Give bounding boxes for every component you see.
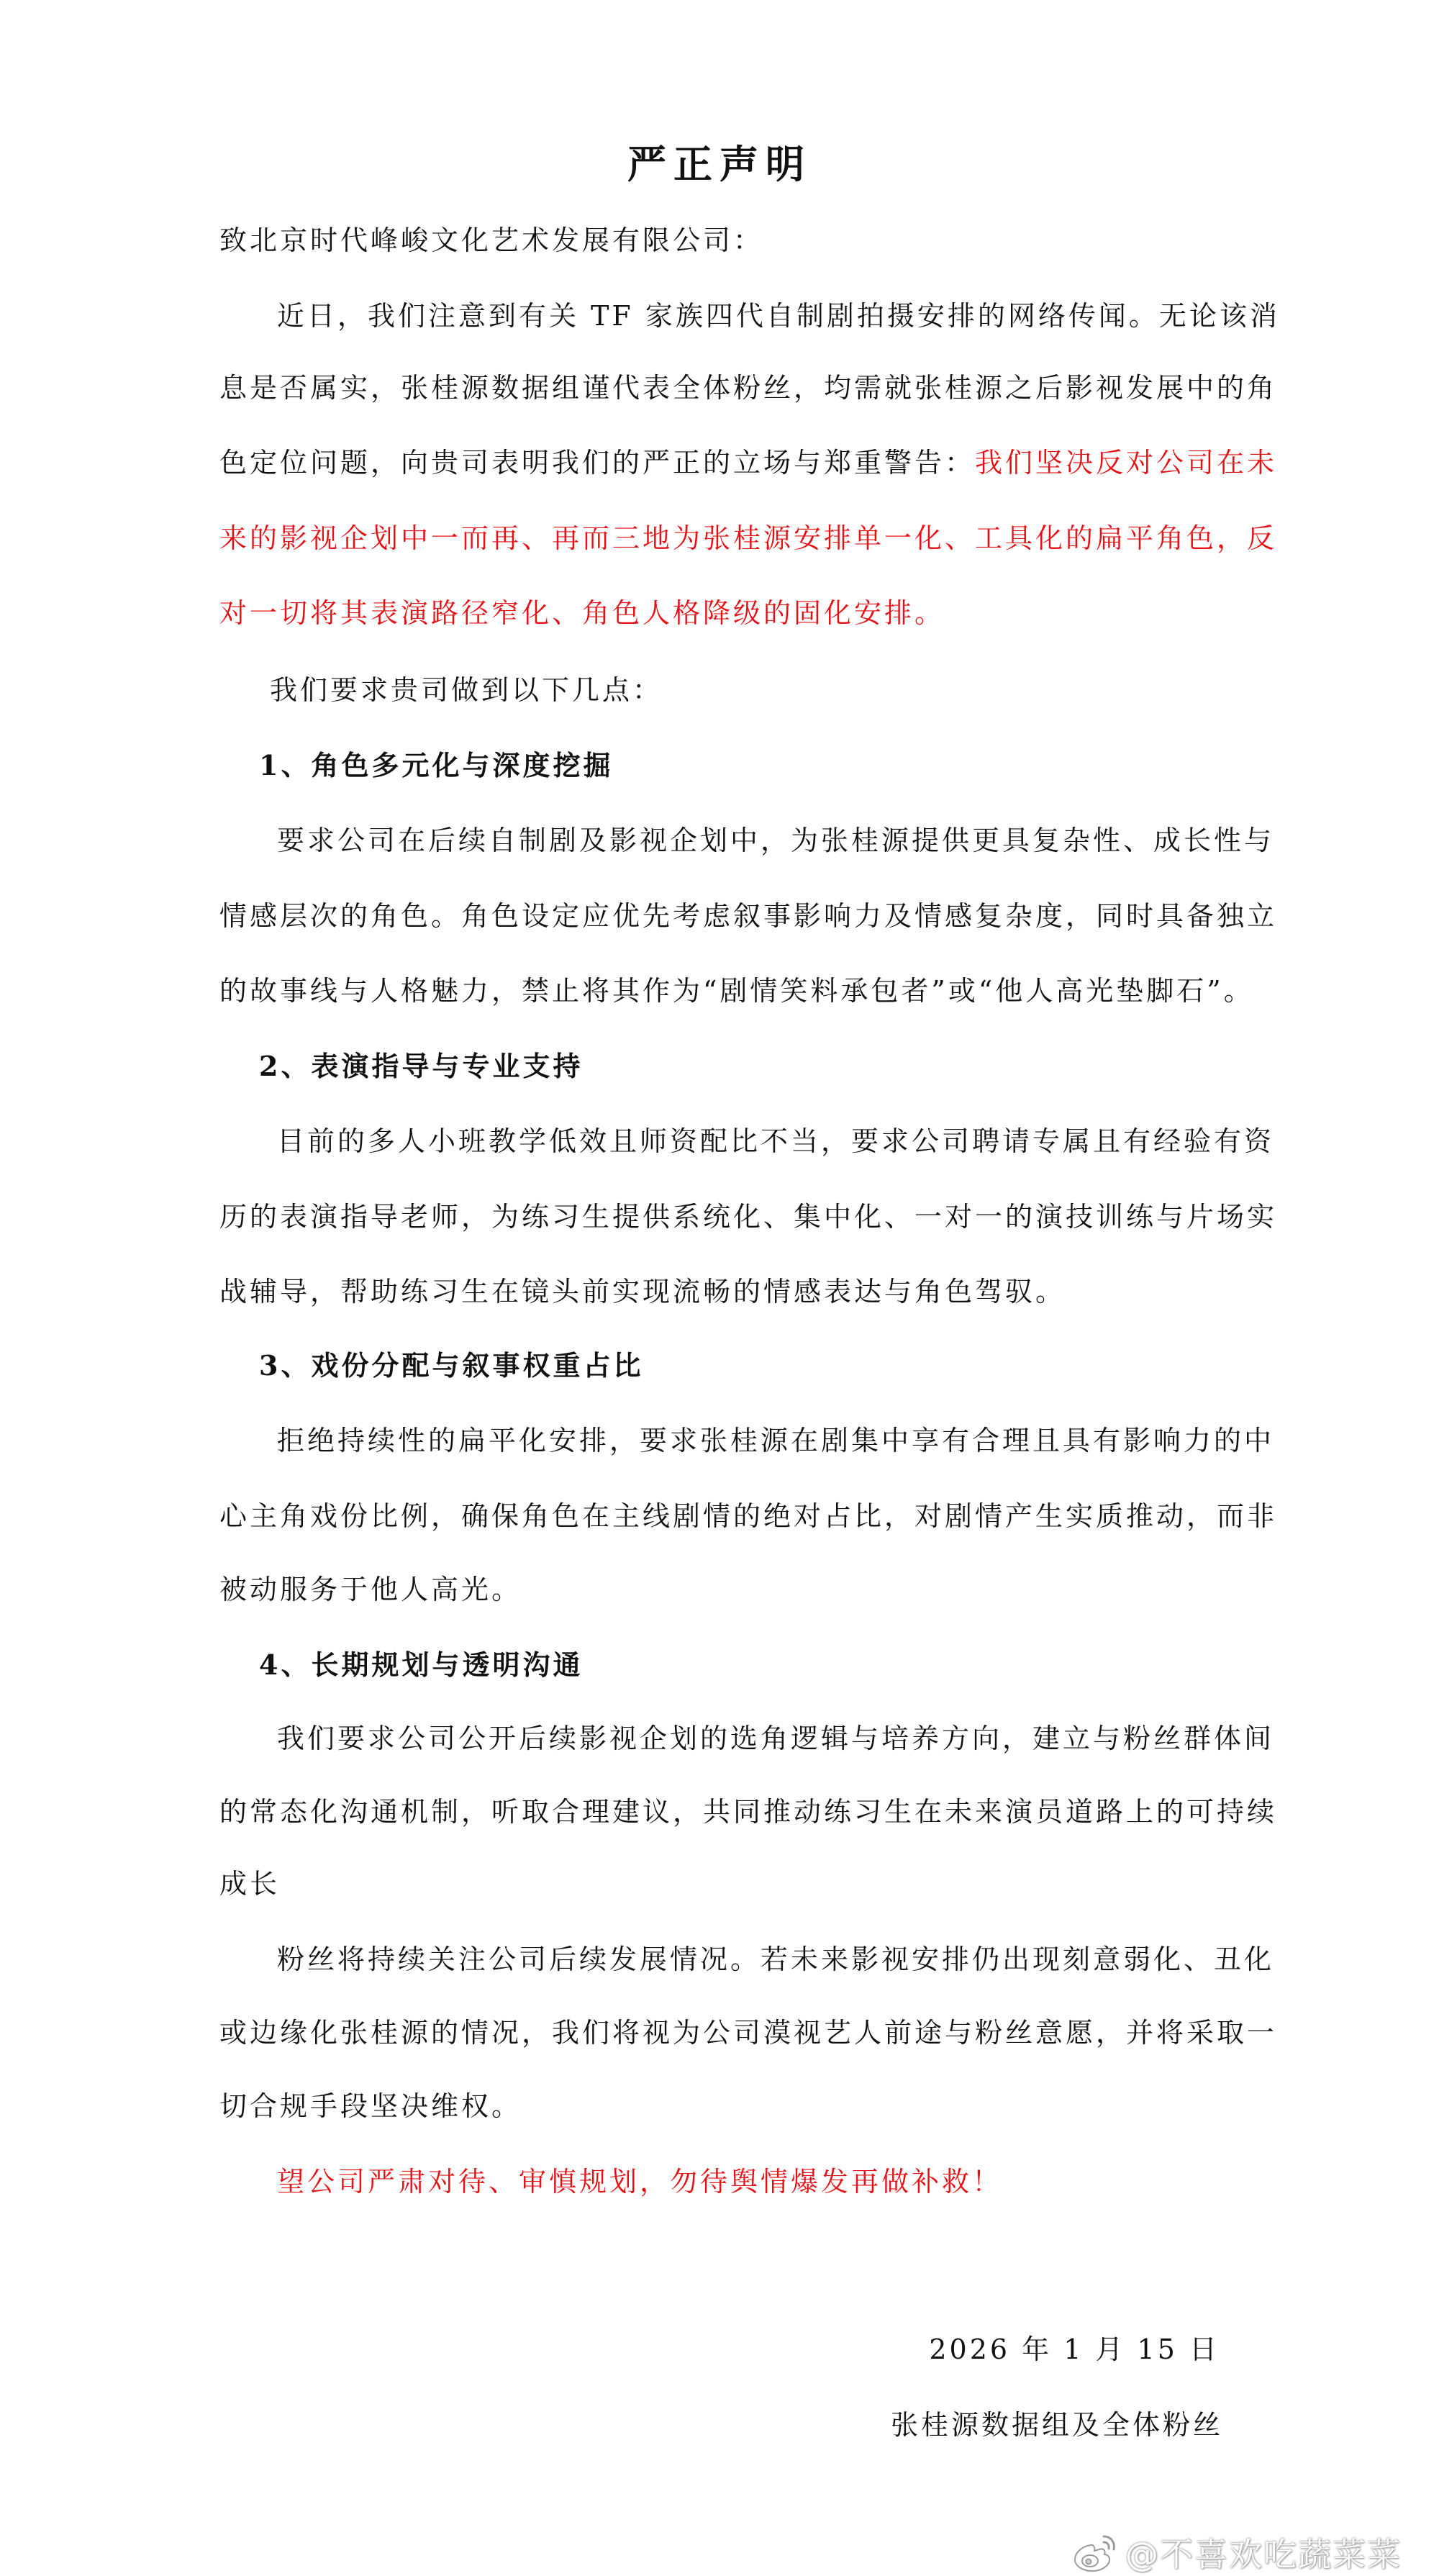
demands-intro: 我们要求贵司做到以下几点： <box>270 674 663 706</box>
weibo-watermark <box>1072 2529 1402 2575</box>
section-heading: 2、表演指导与专业支持 <box>259 1050 584 1082</box>
section-line: 目前的多人小班教学低效且师资配比不当，要求公司聘请专属且有经验有资 <box>277 1125 1275 1157</box>
section-line: 情感层次的角色。角色设定应优先考虑叙事影响力及情感复杂度，同时具备独立 <box>219 900 1278 932</box>
section-heading: 4、长期规划与透明沟通 <box>259 1648 584 1681</box>
intro-line-1: 近日，我们注意到有关 TF 家族四代自制剧拍摄安排的网络传闻。无论该消 <box>277 300 1280 332</box>
section-line: 拒绝持续性的扁平化安排，要求张桂源在剧集中享有合理且具有影响力的中 <box>277 1425 1275 1456</box>
section-line: 的常态化沟通机制，听取合理建议，共同推动练习生在未来演员道路上的可持续 <box>219 1796 1278 1828</box>
intro-line-5-red: 对一切将其表演路径窄化、角色人格降级的固化安排。 <box>219 597 945 629</box>
closing-line: 切合规手段坚决维权。 <box>219 2090 522 2122</box>
weibo-logo-icon <box>1072 2532 1118 2572</box>
closing-line: 或边缘化张桂源的情况，我们将视为公司漠视艺人前途与粉丝意愿，并将采取一 <box>219 2017 1278 2049</box>
section-heading: 1、角色多元化与深度挖掘 <box>259 749 614 781</box>
watermark-handle: @不喜欢吃蔬菜菜 <box>1125 2535 1402 2574</box>
intro-line-4-red: 来的影视企划中一而再、再而三地为张桂源安排单一化、工具化的扁平角色，反 <box>219 522 1278 554</box>
intro-line-2: 息是否属实，张桂源数据组谨代表全体粉丝，均需就张桂源之后影视发展中的角 <box>219 372 1278 404</box>
salutation: 致北京时代峰峻文化艺术发展有限公司： <box>219 225 764 256</box>
section-line: 心主角戏份比例，确保角色在主线剧情的绝对占比，对剧情产生实质推动，而非 <box>219 1500 1278 1532</box>
intro-line-3 <box>219 445 1277 480</box>
section-line: 历的表演指导老师，为练习生提供系统化、集中化、一对一的演技训练与片场实 <box>219 1201 1278 1233</box>
section-line: 被动服务于他人高光。 <box>219 1574 522 1605</box>
section-line: 成长 <box>219 1868 281 1900</box>
intro-line-3-red: 我们坚决反对公司在未 <box>975 447 1278 479</box>
section-line: 的故事线与人格魅力，禁止将其作为“剧情笑料承包者”或“他人高光垫脚石”。 <box>219 975 1254 1007</box>
statement-date: 2026 年 1 月 15 日 <box>929 2334 1220 2365</box>
section-line: 我们要求公司公开后续影视企划的选角逻辑与培养方向，建立与粉丝群体间 <box>277 1723 1275 1754</box>
document-title: 严正声明 <box>627 141 812 187</box>
section-heading: 3、戏份分配与叙事权重占比 <box>259 1349 644 1382</box>
final-warning: 望公司严肃对待、审慎规划，勿待舆情爆发再做补救！ <box>277 2166 1003 2198</box>
signature: 张桂源数据组及全体粉丝 <box>890 2409 1223 2441</box>
section-line: 要求公司在后续自制剧及影视企划中，为张桂源提供更具复杂性、成长性与 <box>277 825 1275 856</box>
section-line: 战辅导，帮助练习生在镜头前实现流畅的情感表达与角色驾驭。 <box>219 1276 1066 1307</box>
closing-line: 粉丝将持续关注公司后续发展情况。若未来影视安排仍出现刻意弱化、丑化 <box>277 1944 1275 1975</box>
intro-line-3-black: 色定位问题，向贵司表明我们的严正的立场与郑重警告： <box>219 447 976 479</box>
